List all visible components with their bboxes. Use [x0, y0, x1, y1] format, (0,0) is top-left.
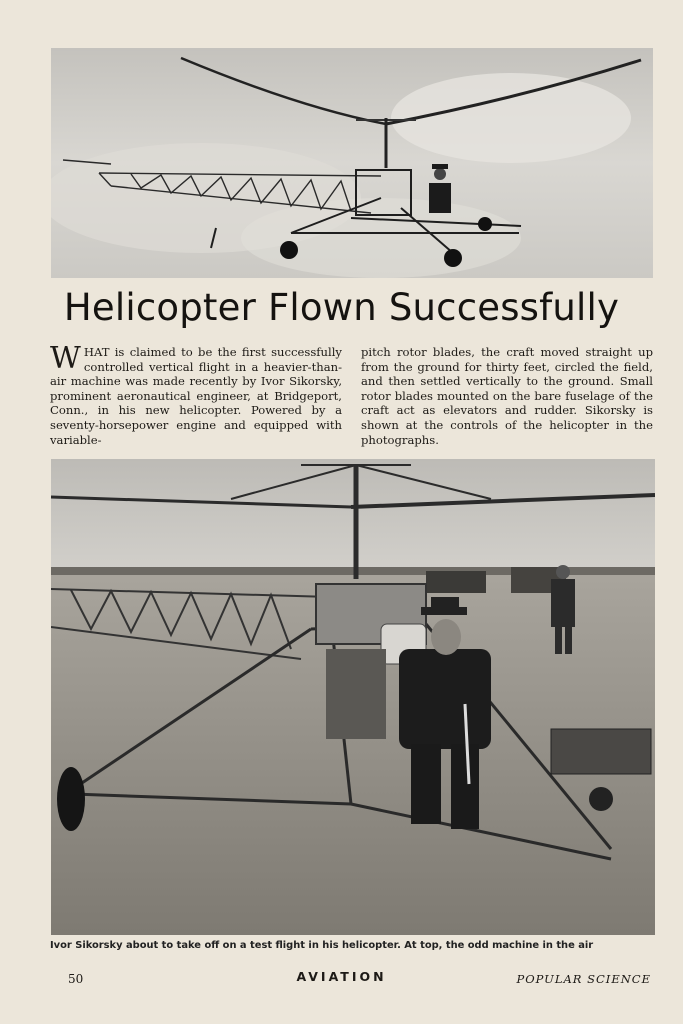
article-column-right: pitch rotor blades, the craft moved straight up from the ground for thirty feet, circled the field, and then settled vertically to the ground. Small rotor blades mounted on the bare fuselage of the craft act as elevators and rudder. Sikorsky is shown at the controls of the helicopter in the photographs. [361, 345, 653, 447]
sikorsky-helicopter-photo [51, 459, 655, 935]
headline: Helicopter Flown Successfully [63, 286, 620, 329]
section-title: AVIATION [296, 969, 387, 984]
article-column-left [50, 341, 342, 447]
helicopter-in-air-photo [51, 48, 653, 278]
article-text-left: HAT is claimed to be the first successfully controlled vertical flight in a heavier-than-air machine was made recently by Ivor Sikorsky, prominent aeronautical engineer, at Bridgeport, Conn., in his new helicopter. Powered by a seventy-horsepower engine and equipped with variable- [50, 345, 342, 447]
page-number: 50 [68, 972, 84, 986]
photo-caption: Ivor Sikorsky about to take off on a test flight in his helicopter. At top, the odd machine in the air [50, 940, 594, 951]
magazine-name: POPULAR SCIENCE [516, 972, 651, 986]
drop-cap: W [50, 341, 81, 376]
